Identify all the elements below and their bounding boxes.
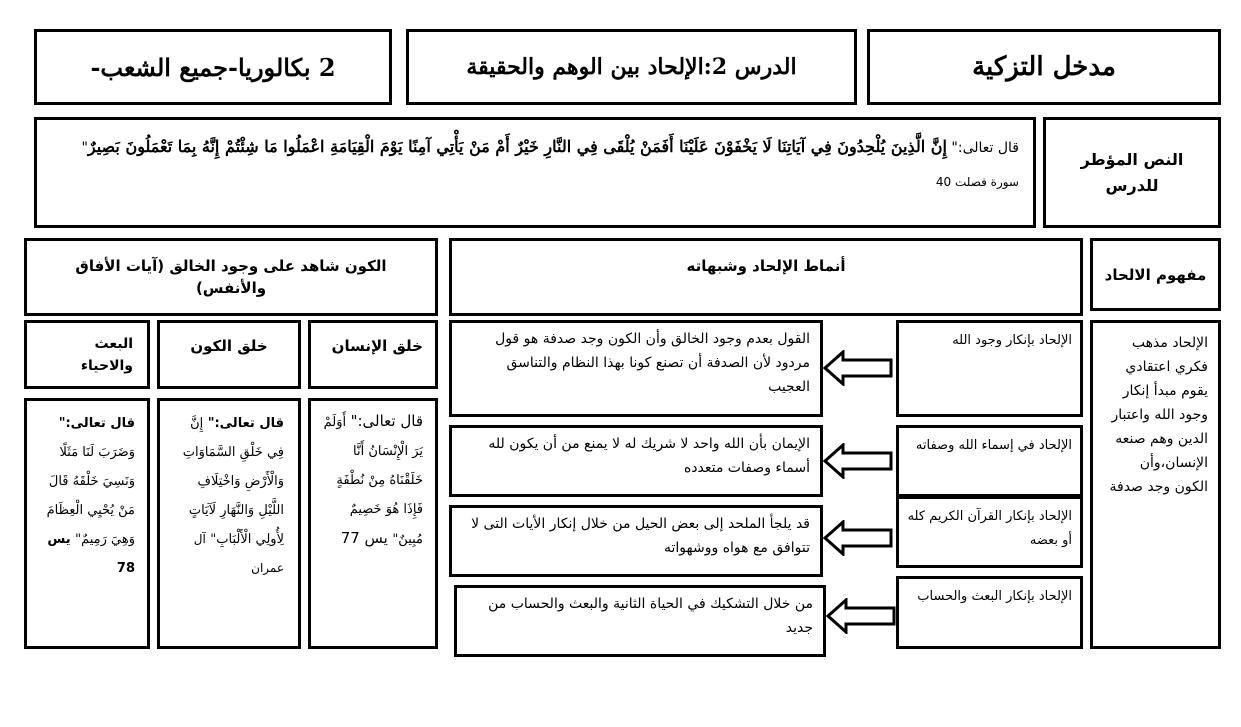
col-title-1: خلق الإنسان [331,337,423,355]
col-body-box-2 [157,398,301,649]
col-ref-1: يس 77 [340,529,388,547]
type-label-2: الإلحاد في إسماء الله وصفاته [915,438,1072,453]
type-desc-text-4: من خلال التشكيك في الحياة الثانية والبعث والحساب من جديد [488,596,813,636]
col-body-box-1 [308,398,438,649]
type-desc-text-1: القول بعدم وجود الخالق وأن الكون وجد صدفة هو قول مردود لأن الصدفة أن تصنع كونا بهذا النظام والتناسق العجيب [495,331,810,395]
concept-body-box [1090,320,1221,649]
arrow-left-icon [826,598,896,634]
type-desc-3 [449,505,823,577]
framing-text-box [34,117,1036,228]
arrow-left-icon [823,443,893,479]
type-row-1 [896,320,1083,417]
types-title-box [449,238,1083,316]
col-body-3 [27,401,147,591]
type-desc-4 [454,585,826,657]
col-title-box-2 [157,320,301,389]
col-body-box-3 [24,398,150,649]
col-verse-1: أَوَلَمْ يَرَ الْإِنْسَانُ أَنَّا خَلَقْنَاهُ مِنْ نُطْفَةٍ فَإِذَا هُوَ خَصِيمٌ مُبِينٌ" [323,415,423,547]
type-label-1: الإلحاد بإنكار وجود الله [952,333,1072,348]
framing-label: النص المؤطر للدرس [1080,149,1184,195]
framing-intro: قال تعالى:" [951,140,1019,156]
type-row-4 [896,576,1083,649]
col-body-1 [311,401,435,560]
col-title-2: خلق الكون [190,337,268,355]
framing-close: " [81,140,88,156]
arrow-left-icon [823,350,893,386]
type-label-4: الإلحاد بإنكار البعث والحساب [917,589,1072,604]
col-intro-3: قال تعالى:" [58,416,135,431]
col-ref-2: آل عمران [193,532,284,575]
lesson-title: الدرس 2:الإلحاد بين الوهم والحقيقة [466,54,797,80]
type-desc-2 [449,425,823,497]
col-ref-3: يس 78 [47,532,135,576]
col-title-box-3 [24,320,150,389]
type-desc-text-3: قد يلجأ الملحد إلى بعض الحيل من خلال إنكار الأيات التى لا تتوافق مع هواه ووشهواته [471,516,810,556]
type-row-2 [896,425,1083,497]
concept-title-box [1090,238,1221,311]
header-subject [867,29,1221,105]
col-verse-2: إِنَّ فِي خَلْقِ السَّمَاوَاتِ وَالْأَرْضِ وَاخْتِلَافِ اللَّيْلِ وَالنَّهَارِ لَآيَاتٍ لِأُولِي الْأَلْبَابِ" [182,416,284,547]
type-desc-1 [449,320,823,417]
col-verse-3: وَضَرَبَ لَنَا مَثَلًا وَنَسِيَ خَلْقَهُ قَالَ مَنْ يُحْيِي الْعِظَامَ وَهِيَ رَمِيمٌ" [46,445,135,547]
framing-verse: إِنَّ الَّذِينَ يُلْحِدُونَ فِي آيَاتِنَا لَا يَخْفَوْنَ عَلَيْنَا أَفَمَنْ يُلْقَى فِي النَّارِ خَيْرٌ أَمْ مَنْ يَأْتِي آمِنًا يَوْمَ الْقِيَامَةِ اعْمَلُوا مَا شِئْتُمْ إِنَّهُ بِمَا تَعْمَلُونَ بَصِيرٌ [87,137,947,156]
concept-title: مفهوم الالحاد [1104,265,1207,284]
concept-body: الإلحاد مذهب فكري اعتقادي يقوم مبدأ إنكار وجود الله واعتبار الدين وهم صنعه الإنسان،وأن الكون وجد صدفة [1109,335,1208,495]
type-row-3 [896,496,1083,568]
arrow-left-icon [823,520,893,556]
framing-source: سورة فصلت 40 [935,175,1019,189]
col-title-box-1 [308,320,438,389]
level-title: 2 بكالوريا-جميع الشعب- [90,52,336,82]
header-lesson [406,29,857,105]
col-intro-2: قال تعالى:" [207,416,284,431]
type-label-3: الإلحاد بإنكار القرآن الكريم كله أو بعضه [907,509,1072,548]
framing-label-box [1043,117,1221,228]
subject-title: مدخل التزكية [972,52,1116,82]
col-title-3: البعث والاحياء [80,336,133,374]
header-level [34,29,392,105]
universe-title: الكون شاهد على وجود الخالق (آيات الأفاق والأنفس) [75,257,387,297]
type-desc-text-2: الإيمان بأن الله واحد لا شريك له لا يمنع من أن يكون لله أسماء وصفات متعدده [488,436,810,476]
universe-title-box [24,238,438,316]
col-intro-1: قال تعالى:" [350,412,423,430]
col-body-2 [160,401,298,591]
types-title: أنماط الإلحاد وشبهاته [686,257,846,275]
